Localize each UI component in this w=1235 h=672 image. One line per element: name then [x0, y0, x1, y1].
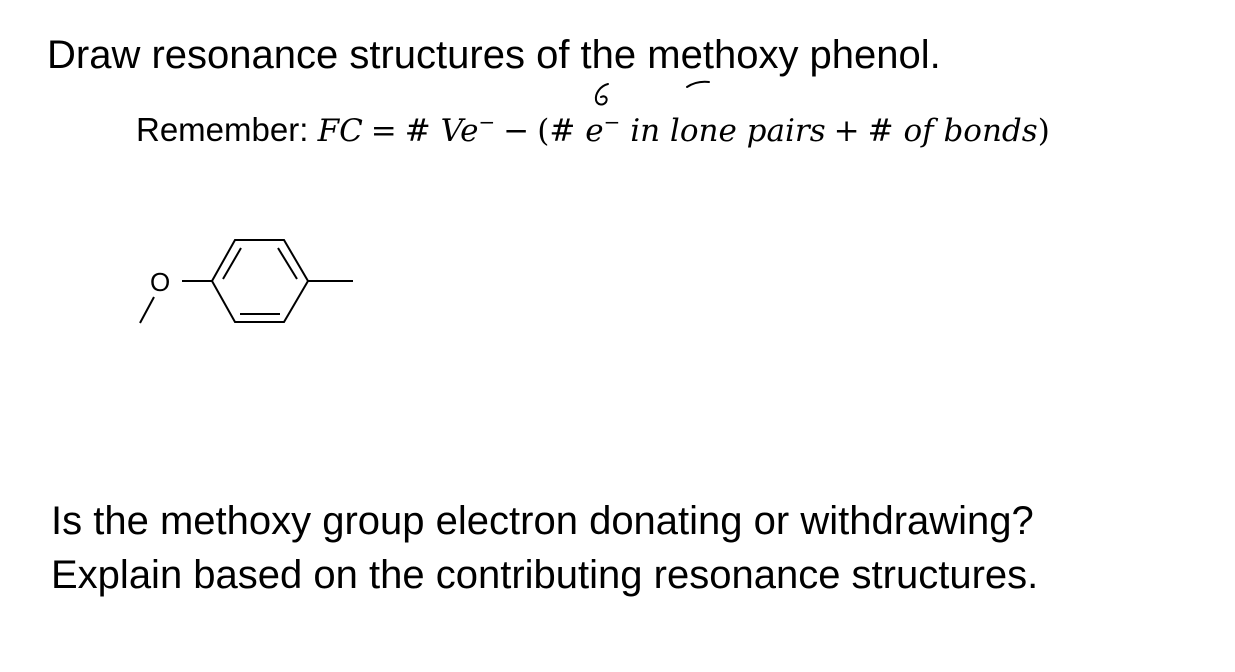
minus-sign: −: [503, 113, 530, 149]
plus-sign: +: [833, 113, 860, 149]
electron-symbol: e: [585, 113, 604, 149]
lone-pairs-text: in lone pairs: [630, 113, 826, 149]
valence-electrons: Ve: [440, 113, 479, 149]
close-paren: ): [1037, 113, 1050, 149]
handwritten-dash: [684, 78, 714, 94]
remember-label: Remember:: [136, 111, 309, 148]
hash-symbol: #: [867, 113, 894, 149]
superscript-minus: −: [478, 110, 496, 134]
bonds-text: of bonds: [903, 113, 1038, 149]
methoxy-toluene-structure: [125, 225, 365, 335]
oxygen-label: O: [150, 267, 171, 297]
hash-symbol: #: [404, 113, 431, 149]
handwritten-six: [590, 80, 620, 110]
question-title: Draw resonance structures of the methoxy phenol.: [47, 33, 941, 77]
equals-sign: =: [370, 113, 397, 149]
question-line-1: Is the methoxy group electron donating or withdrawing?: [51, 499, 1034, 543]
superscript-minus: −: [603, 110, 621, 134]
open-paren-hash: (#: [537, 113, 576, 149]
formal-charge-formula: [317, 110, 1050, 149]
formal-charge-reminder: [136, 108, 1050, 153]
question-line-2: Explain based on the contributing resonance structures.: [51, 553, 1039, 597]
fc-symbol: FC: [317, 113, 363, 149]
question-prompt: [51, 494, 1038, 602]
